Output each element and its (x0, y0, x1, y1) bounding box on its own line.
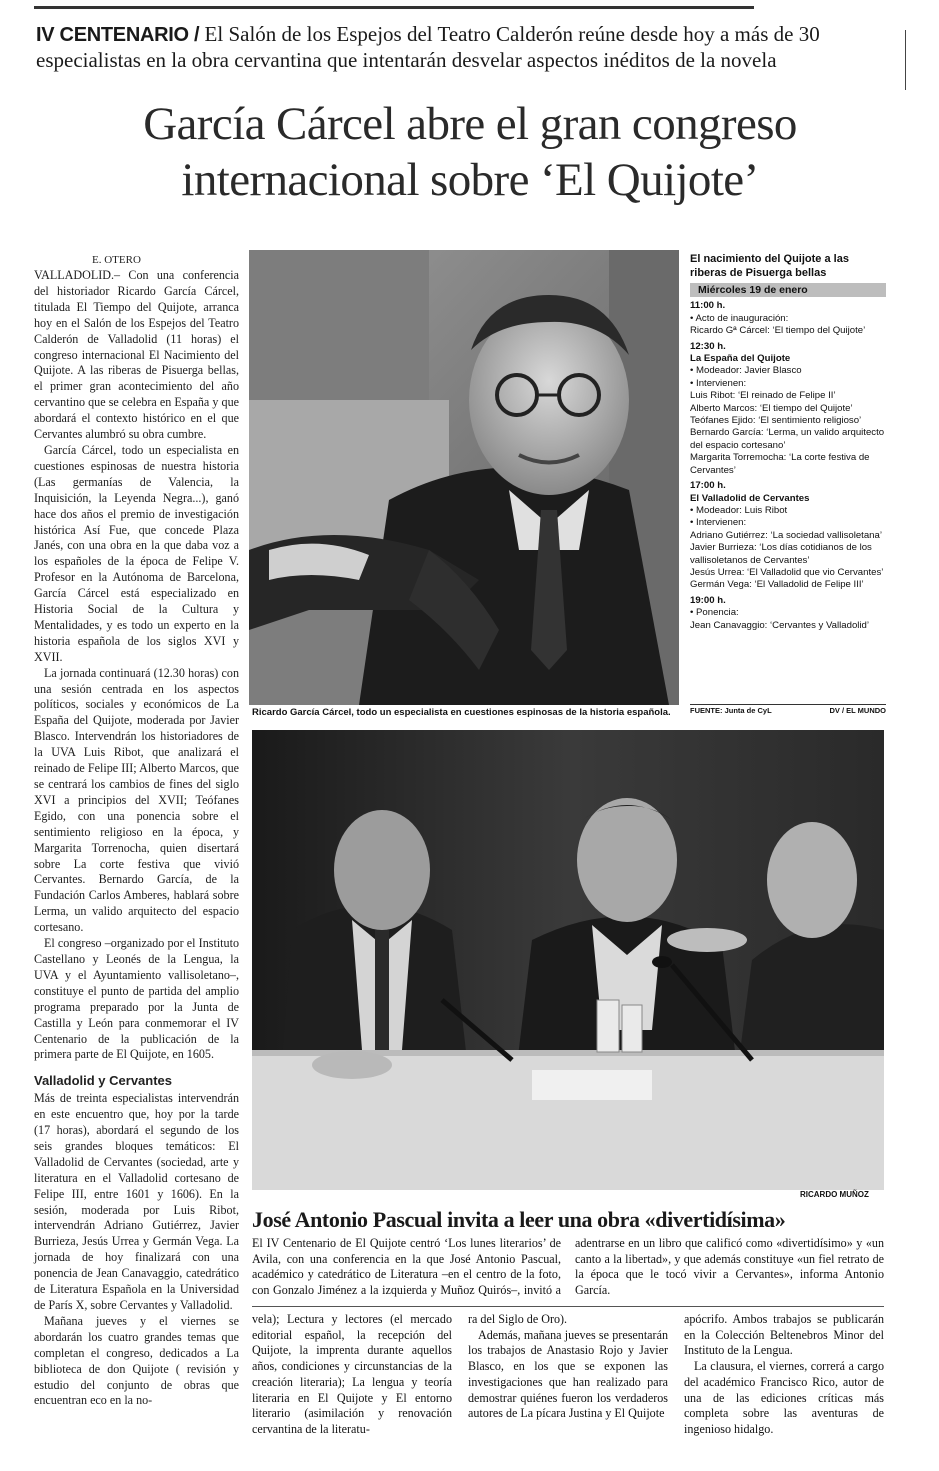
photo-ricardo-garcia-carcel (249, 250, 679, 705)
divider (252, 1306, 884, 1307)
kicker-label: IV CENTENARIO / (36, 24, 200, 46)
session-line: • Modeador: Luis Ribot (690, 504, 788, 516)
session-line: • Modeador: Javier Blasco (690, 365, 802, 377)
sidebar-date: Miércoles 19 de enero (690, 283, 886, 297)
paragraph: apócrifo. Ambos trabajos se publicarán en la Colección Beltenebros Minor del Instituto de la Lengua. (684, 1312, 884, 1358)
session-line: Margarita Torremocha: ‘La corte festiva de Cervantes’ (690, 452, 870, 476)
lede-paragraph: El IV Centenario de El Quijote centró ‘Los lunes literarios’ de Avila, con una conferencia en la que José Antonio Pascual, académico y catedrático de Literatura –en el centro de la foto, con Gonzalo Jiménez a la izquierda y Muñoz Quirós–, invitó a adentrarse en un libro que calificó como «divertidísimo» y «un canto a la libertad», y que además constituye «un fiel retrato de la época que le tocó vivir a Cervantes», informa Antonio García. (252, 1236, 884, 1297)
session-title: El Valladolid de Cervantes (690, 492, 810, 504)
session-title: La España del Quijote (690, 353, 791, 365)
sidebar-credit: DV / EL MUNDO (829, 706, 886, 715)
paragraph: Mañana jueves y el viernes se abordarán los cuatro grandes temas que completan el congreso, dedicados a La biblioteca de don Quijote ( revisión y estudio del conjunto de obras que encuentran eco en la no- (34, 1313, 239, 1408)
photo-conference-panel (252, 730, 884, 1190)
paragraph: La jornada continuará (12.30 horas) con una sesión centrada en los aspectos políticos, sociales y económicos de La España del Quijote, moderada por Javier Blasco. Intervendrán los historiadores de la UVA Luis Ribot, que analizará el reinado de Felipe III; Alberto Marcos, que se centrará los cambios de fines del siglo XVI a principios del XVII; Teófanes Egido, con una ponencia sobre el sentimiento religioso en la época, y Margarita Torrenocha, quien disertará sobre La corte festiva que vivió Cervantes. Bernardo García, de la Fundación Carlos Amberes, hablará sobre Lerma, un valido arquitecto del espacio cortesano. (34, 665, 239, 935)
session-line: • Intervienen: (690, 377, 747, 389)
sidebar-footer (690, 704, 886, 715)
paragraph: vela); Lectura y lectores (el mercado editorial español, la recepción del Quijote, la imprenta durante aquellos años, condiciones y circunstancias de la creación literaria); La lengua y teoría literaria en El Quijote y El entorno literario (asimilación y renovación cervantina de la literatu- (252, 1312, 452, 1436)
session-time: 17:00 h. (690, 480, 726, 492)
session-time: 11:00 h. (690, 300, 726, 312)
kicker-text: El Salón de los Espejos del Teatro Calderón reúne desde hoy a más de 30 especialistas en la obra cervantina que intentarán desvelar aspectos inéditos de la novela (36, 22, 820, 72)
session-line: Germán Vega: ‘El Valladolid de Felipe III’ (690, 579, 864, 591)
main-article-column (34, 268, 239, 1409)
session-line: Adriano Gutiérrez: ‘La sociedad vallisoletana’ (690, 529, 882, 541)
paragraph: VALLADOLID.– Con una conferencia del historiador Ricardo García Cárcel, titulada El Tiempo del Quijote, arranca hoy en el Salón de los Espejos del Teatro Calderón de Valladolid (11 horas) el congreso internacional El Nacimiento del Quijote. A las riberas de Pisuerga bellas, el primer gran acontecimiento del año cervantino que se celebra en España y que abordará el contexto histórico en el que Cervantes alumbró su obra cumbre. (34, 268, 239, 442)
session-line: • Ponencia: (690, 607, 739, 619)
paragraph: La clausura, el viernes, correrá a cargo del académico Francisco Rico, autor de una de las ediciones críticas más completa sobre las aventuras de ingenioso hidalgo. (684, 1359, 884, 1436)
right-rule (905, 30, 906, 90)
photo-caption: Ricardo García Cárcel, todo un especialista en cuestiones espinosas de la historia española. (252, 707, 671, 718)
paragraph: El congreso –organizado por el Instituto Castellano y Leonés de la Lengua, la UVA y el Ayuntamiento vallisoletano–, constituye el punto de partida del amplio programa preparado por la Junta de Castilla y León para conmemorar el IV Centenario de la publicación de la primera parte de El Quijote, en 1605. (34, 936, 239, 1062)
byline: E. OTERO (92, 254, 141, 266)
session-time: 12:30 h. (690, 340, 726, 352)
session-time: 19:00 h. (690, 594, 726, 606)
paragraph: ra del Siglo de Oro). (468, 1312, 568, 1326)
paragraph: Además, mañana jueves se presentarán los trabajos de Anastasio Rojo y Javier Blasco, en los que se exponen las investigaciones que han realizado para demostrar quiénes fueron los verdaderos autores de La pícara Justina y El Quijote (468, 1327, 668, 1421)
programme-sidebar (690, 252, 886, 632)
subheading: Valladolid y Cervantes (34, 1073, 173, 1089)
sidebar-title: El nacimiento del Quijote a las riberas de Pisuerga bellas (690, 253, 849, 279)
bottom-column-3 (684, 1312, 884, 1438)
bottom-column-1 (252, 1312, 452, 1438)
top-rule (34, 6, 754, 9)
bottom-column-2 (468, 1312, 668, 1422)
session-line: Bernardo García: ‘Lerma, un valido arquitecto del espacio cortesano’ (690, 427, 885, 451)
headline-line-1: García Cárcel abre el gran congreso (143, 98, 797, 150)
paragraph: García Cárcel, todo un especialista en cuestiones espinosas de nuestra historia (Las germanías de Valencia, la Inquisición, la Leyenda Negra...), ganó hace dos años el premio de investigación histórica Así Fue, que concede Plaza Janés, con una obra en la que daba voz a los españoles de la época de Felipe V. Profesor en la Autónoma de Barcelona, García Cárcel está especializado en Historia Social de la Cultura y Mentalidades, y es todo un experto en la historia española de los siglos XVI y XVII. (34, 442, 239, 664)
headline-line-2: internacional sobre ‘El Quijote’ (181, 154, 759, 206)
second-headline: José Antonio Pascual invita a leer una obra «divertidísima» (252, 1207, 786, 1232)
session-line: Teófanes Ejido: ‘El sentimiento religioso’ (690, 415, 862, 427)
session-line: Alberto Marcos: ‘El tiempo del Quijote’ (690, 402, 853, 414)
sidebar-source: FUENTE: Junta de CyL (690, 706, 772, 715)
session-line: Jesús Urrea: ‘El Valladolid que vio Cervantes’ (690, 566, 884, 578)
paragraph: Más de treinta especialistas intervendrán en este encuentro que, hoy por la tarde (17 horas), abordará el segundo de los seis grandes bloques temáticos: El Valladolid de Cervantes (sociedad, arte y literatura en el Valladolid cortesano de Felipe III, entre 1601 y 1606). En la sesión, moderada por Luis Ribot, intervendrán Adriano Gutiérrez, Javier Burrieza, Jesús Urrea y Germán Vega. La jornada de hoy finalizará con una ponencia de Jean Canavaggio, catedrático de Literatura Española en la Universidad de París X, sobre Cervantes y Valladolid. (34, 1091, 239, 1312)
session-line: Jean Canavaggio: ‘Cervantes y Valladolid’ (690, 619, 870, 631)
second-lede (252, 1236, 884, 1298)
session-line: Luis Ribot: ‘El reinado de Felipe II’ (690, 390, 836, 402)
headline (30, 96, 910, 208)
session-line: Javier Burrieza: ‘Los días cotidianos de los vallisoletanos de Cervantes’ (690, 542, 872, 566)
kicker (36, 22, 886, 73)
session-line: • Intervienen: (690, 517, 747, 529)
session-line: • Acto de inauguración: (690, 312, 789, 324)
photo-credit: RICARDO MUÑOZ (800, 1190, 869, 1199)
session-line: Ricardo Gª Cárcel: ‘El tiempo del Quijote’ (690, 325, 866, 337)
